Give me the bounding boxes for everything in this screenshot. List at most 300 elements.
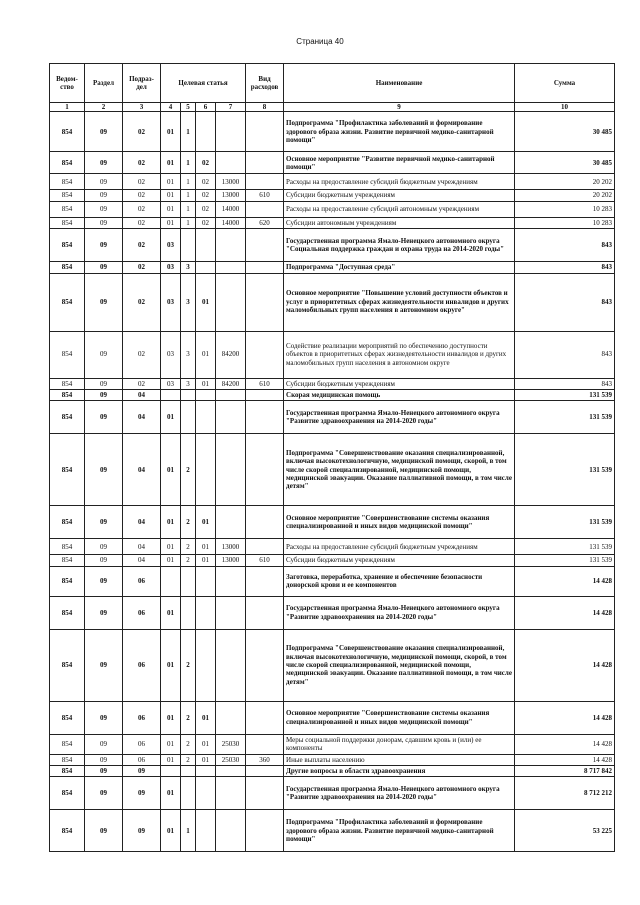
summa-cell: 53 225 — [515, 810, 615, 852]
summa-cell: 843 — [515, 331, 615, 378]
razdel-cell: 09 — [85, 262, 123, 273]
summa-cell: 131 539 — [515, 555, 615, 566]
naimenovanie-cell: Заготовка, переработка, хранение и обеспечение безопасности донорской крови и ее компонентов — [284, 566, 515, 596]
naimenovanie-cell: Субсидии бюджетным учреждениям — [284, 378, 515, 389]
table-row — [50, 754, 615, 765]
podrazdel-cell: 02 — [123, 262, 161, 273]
subprogram-code-cell: 2 — [181, 555, 196, 566]
vedomstvo-cell: 854 — [50, 262, 85, 273]
naimenovanie-cell: Субсидии автономным учреждениям — [284, 217, 515, 228]
naimenovanie-cell: Иные выплаты населению — [284, 754, 515, 765]
column-number: 1 — [50, 103, 85, 112]
naimenovanie-cell: Основное мероприятие "Совершенствование системы оказания специализированной и иных видов медицинской помощи" — [284, 506, 515, 539]
naimenovanie-cell: Основное мероприятие "Совершенствование системы оказания специализированной и иных видов медицинской помощи" — [284, 701, 515, 734]
direction-code-cell — [216, 229, 246, 262]
program-code-cell: 01 — [161, 701, 181, 734]
column-number: 3 — [123, 103, 161, 112]
direction-code-cell — [216, 273, 246, 331]
podrazdel-cell: 09 — [123, 765, 161, 776]
vid-raskhodov-cell — [246, 331, 284, 378]
event-code-cell: 01 — [196, 754, 216, 765]
vedomstvo-cell: 854 — [50, 112, 85, 152]
vid-raskhodov-cell — [246, 174, 284, 190]
razdel-cell: 09 — [85, 701, 123, 734]
vid-raskhodov-cell: 610 — [246, 555, 284, 566]
event-code-cell — [196, 434, 216, 506]
table-row — [50, 777, 615, 810]
direction-code-cell — [216, 506, 246, 539]
subprogram-code-cell: 2 — [181, 629, 196, 701]
naimenovanie-cell: Субсидии бюджетным учреждениям — [284, 190, 515, 201]
table-row — [50, 401, 615, 434]
podrazdel-cell: 02 — [123, 152, 161, 174]
vedomstvo-cell: 854 — [50, 389, 85, 400]
summa-cell: 131 539 — [515, 389, 615, 400]
direction-code-cell — [216, 112, 246, 152]
direction-code-cell: 25030 — [216, 734, 246, 754]
summa-cell: 131 539 — [515, 506, 615, 539]
vid-raskhodov-cell — [246, 629, 284, 701]
vid-raskhodov-cell — [246, 566, 284, 596]
program-code-cell: 01 — [161, 434, 181, 506]
subprogram-code-cell — [181, 777, 196, 810]
program-code-cell: 01 — [161, 596, 181, 629]
vid-raskhodov-cell — [246, 389, 284, 400]
naimenovanie-cell: Государственная программа Ямало-Ненецкого автономного округа "Развитие здравоохранения на 2014-2020 годы" — [284, 596, 515, 629]
subprogram-code-cell — [181, 401, 196, 434]
direction-code-cell — [216, 389, 246, 400]
program-code-cell: 03 — [161, 331, 181, 378]
razdel-cell: 09 — [85, 596, 123, 629]
vid-raskhodov-cell — [246, 765, 284, 776]
event-code-cell: 02 — [196, 217, 216, 228]
program-code-cell: 01 — [161, 401, 181, 434]
subprogram-code-cell: 3 — [181, 331, 196, 378]
vid-raskhodov-cell — [246, 701, 284, 734]
table-row — [50, 201, 615, 217]
table-row — [50, 229, 615, 262]
table-row — [50, 734, 615, 754]
program-code-cell: 03 — [161, 273, 181, 331]
naimenovanie-cell: Подпрограмма "Доступная среда" — [284, 262, 515, 273]
direction-code-cell — [216, 810, 246, 852]
podrazdel-cell: 02 — [123, 112, 161, 152]
program-code-cell: 01 — [161, 217, 181, 228]
naimenovanie-cell: Государственная программа Ямало-Ненецкого автономного округа "Социальная поддержка граждан и охрана труда на 2014-2020 годы" — [284, 229, 515, 262]
direction-code-cell: 13000 — [216, 555, 246, 566]
event-code-cell: 01 — [196, 734, 216, 754]
event-code-cell — [196, 810, 216, 852]
program-code-cell: 01 — [161, 112, 181, 152]
naimenovanie-cell: Другие вопросы в области здравоохранения — [284, 765, 515, 776]
table-row — [50, 810, 615, 852]
summa-cell: 14 428 — [515, 566, 615, 596]
program-code-cell — [161, 765, 181, 776]
vedomstvo-cell: 854 — [50, 539, 85, 555]
column-number: 6 — [196, 103, 216, 112]
vedomstvo-cell: 854 — [50, 765, 85, 776]
program-code-cell: 03 — [161, 229, 181, 262]
naimenovanie-cell: Подпрограмма "Совершенствование оказания специализированной, включая высокотехнологичную, медицинской помощи, скорой, в том числе скорой специализированной, медицинской помощи, медицинской эвакуации. Оказание паллиативной помощи, в том числе детям" — [284, 434, 515, 506]
naimenovanie-cell: Основное мероприятие "Развитие первичной медико-санитарной помощи" — [284, 152, 515, 174]
program-code-cell: 03 — [161, 378, 181, 389]
table-row — [50, 112, 615, 152]
event-code-cell: 02 — [196, 152, 216, 174]
razdel-cell: 09 — [85, 378, 123, 389]
event-code-cell — [196, 229, 216, 262]
razdel-cell: 09 — [85, 506, 123, 539]
vid-raskhodov-cell: 620 — [246, 217, 284, 228]
vedomstvo-cell: 854 — [50, 629, 85, 701]
vedomstvo-cell: 854 — [50, 273, 85, 331]
event-code-cell: 01 — [196, 539, 216, 555]
table-row — [50, 331, 615, 378]
naimenovanie-cell: Подпрограмма "Профилактика заболеваний и формирование здорового образа жизни. Развитие первичной медико-санитарной помощи" — [284, 810, 515, 852]
subprogram-code-cell — [181, 389, 196, 400]
direction-code-cell — [216, 262, 246, 273]
event-code-cell: 02 — [196, 174, 216, 190]
naimenovanie-cell: Расходы на предоставление субсидий бюджетным учреждениям — [284, 174, 515, 190]
podrazdel-cell: 09 — [123, 777, 161, 810]
program-code-cell: 01 — [161, 629, 181, 701]
program-code-cell: 01 — [161, 506, 181, 539]
vedomstvo-cell: 854 — [50, 810, 85, 852]
naimenovanie-cell: Скорая медицинская помощь — [284, 389, 515, 400]
summa-cell: 20 202 — [515, 190, 615, 201]
header-vedomstvo: Ведом-ство — [50, 64, 85, 103]
table-row — [50, 190, 615, 201]
razdel-cell: 09 — [85, 152, 123, 174]
column-number: 7 — [216, 103, 246, 112]
summa-cell: 14 428 — [515, 754, 615, 765]
program-code-cell: 01 — [161, 810, 181, 852]
subprogram-code-cell — [181, 229, 196, 262]
header-summa: Сумма — [515, 64, 615, 103]
subprogram-code-cell: 1 — [181, 217, 196, 228]
direction-code-cell: 13000 — [216, 539, 246, 555]
program-code-cell: 01 — [161, 152, 181, 174]
subprogram-code-cell: 1 — [181, 190, 196, 201]
vid-raskhodov-cell — [246, 777, 284, 810]
direction-code-cell — [216, 401, 246, 434]
vid-raskhodov-cell — [246, 506, 284, 539]
table-row — [50, 629, 615, 701]
column-number: 9 — [284, 103, 515, 112]
razdel-cell: 09 — [85, 112, 123, 152]
subprogram-code-cell: 2 — [181, 754, 196, 765]
direction-code-cell: 84200 — [216, 378, 246, 389]
naimenovanie-cell: Содействие реализации мероприятий по обеспечению доступности объектов в приоритетных сферах жизнедеятельности инвалидов и других маломобильных групп населения в автономном округе — [284, 331, 515, 378]
summa-cell: 14 428 — [515, 629, 615, 701]
subprogram-code-cell: 2 — [181, 734, 196, 754]
table-row — [50, 701, 615, 734]
header-celevaya-statya: Целевая статья — [161, 64, 246, 103]
vid-raskhodov-cell — [246, 539, 284, 555]
direction-code-cell — [216, 777, 246, 810]
summa-cell: 131 539 — [515, 401, 615, 434]
podrazdel-cell: 02 — [123, 190, 161, 201]
naimenovanie-cell: Меры социальной поддержки донорам, сдавшим кровь и (или) ее компоненты — [284, 734, 515, 754]
program-code-cell: 01 — [161, 754, 181, 765]
podrazdel-cell: 04 — [123, 434, 161, 506]
subprogram-code-cell: 1 — [181, 174, 196, 190]
razdel-cell: 09 — [85, 555, 123, 566]
summa-cell: 131 539 — [515, 434, 615, 506]
vid-raskhodov-cell — [246, 201, 284, 217]
summa-cell: 14 428 — [515, 596, 615, 629]
table-row — [50, 174, 615, 190]
podrazdel-cell: 02 — [123, 217, 161, 228]
naimenovanie-cell: Подпрограмма "Профилактика заболеваний и формирование здорового образа жизни. Развитие первичной медико-санитарной помощи" — [284, 112, 515, 152]
event-code-cell — [196, 765, 216, 776]
direction-code-cell: 14000 — [216, 217, 246, 228]
podrazdel-cell: 04 — [123, 401, 161, 434]
table-row — [50, 555, 615, 566]
event-code-cell — [196, 112, 216, 152]
summa-cell: 30 485 — [515, 152, 615, 174]
event-code-cell: 01 — [196, 506, 216, 539]
subprogram-code-cell — [181, 566, 196, 596]
vedomstvo-cell: 854 — [50, 201, 85, 217]
vedomstvo-cell: 854 — [50, 506, 85, 539]
naimenovanie-cell: Подпрограмма "Совершенствование оказания специализированной, включая высокотехнологичную, медицинской помощи, скорой, в том числе скорой специализированной, медицинской помощи, медицинской эвакуации. Оказание паллиативной помощи, в том числе детям" — [284, 629, 515, 701]
subprogram-code-cell — [181, 596, 196, 629]
vedomstvo-cell: 854 — [50, 331, 85, 378]
table-row — [50, 217, 615, 228]
event-code-cell — [196, 401, 216, 434]
vid-raskhodov-cell — [246, 229, 284, 262]
direction-code-cell — [216, 629, 246, 701]
summa-cell: 843 — [515, 273, 615, 331]
vedomstvo-cell: 854 — [50, 596, 85, 629]
podrazdel-cell: 06 — [123, 701, 161, 734]
podrazdel-cell: 02 — [123, 201, 161, 217]
vedomstvo-cell: 854 — [50, 190, 85, 201]
podrazdel-cell: 06 — [123, 566, 161, 596]
summa-cell: 10 283 — [515, 201, 615, 217]
program-code-cell: 01 — [161, 201, 181, 217]
table-row — [50, 273, 615, 331]
program-code-cell — [161, 389, 181, 400]
razdel-cell: 09 — [85, 765, 123, 776]
razdel-cell: 09 — [85, 434, 123, 506]
podrazdel-cell: 06 — [123, 629, 161, 701]
table-row — [50, 765, 615, 776]
program-code-cell: 01 — [161, 190, 181, 201]
column-number: 10 — [515, 103, 615, 112]
razdel-cell: 09 — [85, 273, 123, 331]
vedomstvo-cell: 854 — [50, 555, 85, 566]
razdel-cell: 09 — [85, 566, 123, 596]
table-row — [50, 566, 615, 596]
budget-table — [49, 63, 615, 852]
summa-cell: 14 428 — [515, 701, 615, 734]
naimenovanie-cell: Расходы на предоставление субсидий бюджетным учреждениям — [284, 539, 515, 555]
vid-raskhodov-cell — [246, 734, 284, 754]
razdel-cell: 09 — [85, 217, 123, 228]
razdel-cell: 09 — [85, 174, 123, 190]
subprogram-code-cell — [181, 765, 196, 776]
razdel-cell: 09 — [85, 539, 123, 555]
event-code-cell — [196, 777, 216, 810]
event-code-cell — [196, 566, 216, 596]
event-code-cell: 01 — [196, 331, 216, 378]
table-row — [50, 378, 615, 389]
summa-cell: 843 — [515, 262, 615, 273]
column-number: 5 — [181, 103, 196, 112]
vedomstvo-cell: 854 — [50, 378, 85, 389]
direction-code-cell — [216, 152, 246, 174]
vid-raskhodov-cell: 610 — [246, 190, 284, 201]
event-code-cell: 01 — [196, 701, 216, 734]
summa-cell: 131 539 — [515, 539, 615, 555]
podrazdel-cell: 04 — [123, 506, 161, 539]
vid-raskhodov-cell: 610 — [246, 378, 284, 389]
razdel-cell: 09 — [85, 389, 123, 400]
naimenovanie-cell: Субсидии бюджетным учреждениям — [284, 555, 515, 566]
program-code-cell — [161, 566, 181, 596]
table-row — [50, 539, 615, 555]
summa-cell: 8 717 842 — [515, 765, 615, 776]
summa-cell: 8 712 212 — [515, 777, 615, 810]
vedomstvo-cell: 854 — [50, 229, 85, 262]
subprogram-code-cell: 3 — [181, 378, 196, 389]
column-number: 8 — [246, 103, 284, 112]
podrazdel-cell: 04 — [123, 539, 161, 555]
razdel-cell: 09 — [85, 629, 123, 701]
table-body — [50, 112, 615, 852]
subprogram-code-cell: 1 — [181, 201, 196, 217]
event-code-cell: 02 — [196, 190, 216, 201]
header-vid-raskhodov: Вид расходов — [246, 64, 284, 103]
header-razdel: Раздел — [85, 64, 123, 103]
razdel-cell: 09 — [85, 734, 123, 754]
vedomstvo-cell: 854 — [50, 734, 85, 754]
program-code-cell: 01 — [161, 539, 181, 555]
vid-raskhodov-cell — [246, 152, 284, 174]
table-row — [50, 434, 615, 506]
program-code-cell: 01 — [161, 555, 181, 566]
razdel-cell: 09 — [85, 810, 123, 852]
podrazdel-cell: 09 — [123, 810, 161, 852]
naimenovanie-cell: Государственная программа Ямало-Ненецкого автономного округа "Развитие здравоохранения на 2014-2020 годы" — [284, 777, 515, 810]
direction-code-cell: 84200 — [216, 331, 246, 378]
column-number: 4 — [161, 103, 181, 112]
direction-code-cell — [216, 566, 246, 596]
subprogram-code-cell: 1 — [181, 152, 196, 174]
program-code-cell: 01 — [161, 174, 181, 190]
subprogram-code-cell: 1 — [181, 112, 196, 152]
podrazdel-cell: 02 — [123, 229, 161, 262]
razdel-cell: 09 — [85, 190, 123, 201]
event-code-cell: 01 — [196, 378, 216, 389]
event-code-cell: 01 — [196, 555, 216, 566]
razdel-cell: 09 — [85, 229, 123, 262]
vedomstvo-cell: 854 — [50, 754, 85, 765]
table-row — [50, 596, 615, 629]
podrazdel-cell: 06 — [123, 596, 161, 629]
vid-raskhodov-cell — [246, 273, 284, 331]
podrazdel-cell: 02 — [123, 273, 161, 331]
summa-cell: 843 — [515, 378, 615, 389]
vid-raskhodov-cell: 360 — [246, 754, 284, 765]
naimenovanie-cell: Расходы на предоставление субсидий автономным учреждениям — [284, 201, 515, 217]
header-podrazdel: Подраз-дел — [123, 64, 161, 103]
subprogram-code-cell: 3 — [181, 262, 196, 273]
naimenovanie-cell: Основное мероприятие "Повышение условий доступности объектов и услуг в приоритетных сферах жизнедеятельности инвалидов и других маломобильных групп населения в автономном округе" — [284, 273, 515, 331]
event-code-cell — [196, 629, 216, 701]
event-code-cell — [196, 389, 216, 400]
razdel-cell: 09 — [85, 201, 123, 217]
table-row — [50, 262, 615, 273]
program-code-cell: 03 — [161, 262, 181, 273]
program-code-cell: 01 — [161, 734, 181, 754]
vid-raskhodov-cell — [246, 401, 284, 434]
vid-raskhodov-cell — [246, 810, 284, 852]
subprogram-code-cell: 1 — [181, 810, 196, 852]
vedomstvo-cell: 854 — [50, 174, 85, 190]
event-code-cell — [196, 596, 216, 629]
event-code-cell — [196, 262, 216, 273]
razdel-cell: 09 — [85, 754, 123, 765]
subprogram-code-cell: 2 — [181, 539, 196, 555]
vedomstvo-cell: 854 — [50, 401, 85, 434]
razdel-cell: 09 — [85, 331, 123, 378]
vedomstvo-cell: 854 — [50, 701, 85, 734]
podrazdel-cell: 02 — [123, 174, 161, 190]
table-row — [50, 506, 615, 539]
summa-cell: 30 485 — [515, 112, 615, 152]
header-naimenovanie: Наименование — [284, 64, 515, 103]
vedomstvo-cell: 854 — [50, 434, 85, 506]
naimenovanie-cell: Государственная программа Ямало-Ненецкого автономного округа "Развитие здравоохранения на 2014-2020 годы" — [284, 401, 515, 434]
podrazdel-cell: 04 — [123, 555, 161, 566]
vedomstvo-cell: 854 — [50, 777, 85, 810]
podrazdel-cell: 02 — [123, 378, 161, 389]
vedomstvo-cell: 854 — [50, 152, 85, 174]
podrazdel-cell: 06 — [123, 754, 161, 765]
vid-raskhodov-cell — [246, 262, 284, 273]
page-number-label: Страница 40 — [296, 37, 344, 46]
subprogram-code-cell: 2 — [181, 506, 196, 539]
direction-code-cell — [216, 434, 246, 506]
direction-code-cell: 13000 — [216, 174, 246, 190]
vid-raskhodov-cell — [246, 434, 284, 506]
event-code-cell: 02 — [196, 201, 216, 217]
direction-code-cell — [216, 765, 246, 776]
podrazdel-cell: 04 — [123, 389, 161, 400]
vid-raskhodov-cell — [246, 596, 284, 629]
direction-code-cell: 13000 — [216, 190, 246, 201]
podrazdel-cell: 06 — [123, 734, 161, 754]
program-code-cell: 01 — [161, 777, 181, 810]
podrazdel-cell: 02 — [123, 331, 161, 378]
summa-cell: 843 — [515, 229, 615, 262]
subprogram-code-cell: 3 — [181, 273, 196, 331]
summa-cell: 20 202 — [515, 174, 615, 190]
vedomstvo-cell: 854 — [50, 217, 85, 228]
table-row — [50, 152, 615, 174]
summa-cell: 10 283 — [515, 217, 615, 228]
direction-code-cell — [216, 596, 246, 629]
summa-cell: 14 428 — [515, 734, 615, 754]
razdel-cell: 09 — [85, 401, 123, 434]
direction-code-cell — [216, 701, 246, 734]
subprogram-code-cell: 2 — [181, 701, 196, 734]
vedomstvo-cell: 854 — [50, 566, 85, 596]
vid-raskhodov-cell — [246, 112, 284, 152]
column-number: 2 — [85, 103, 123, 112]
